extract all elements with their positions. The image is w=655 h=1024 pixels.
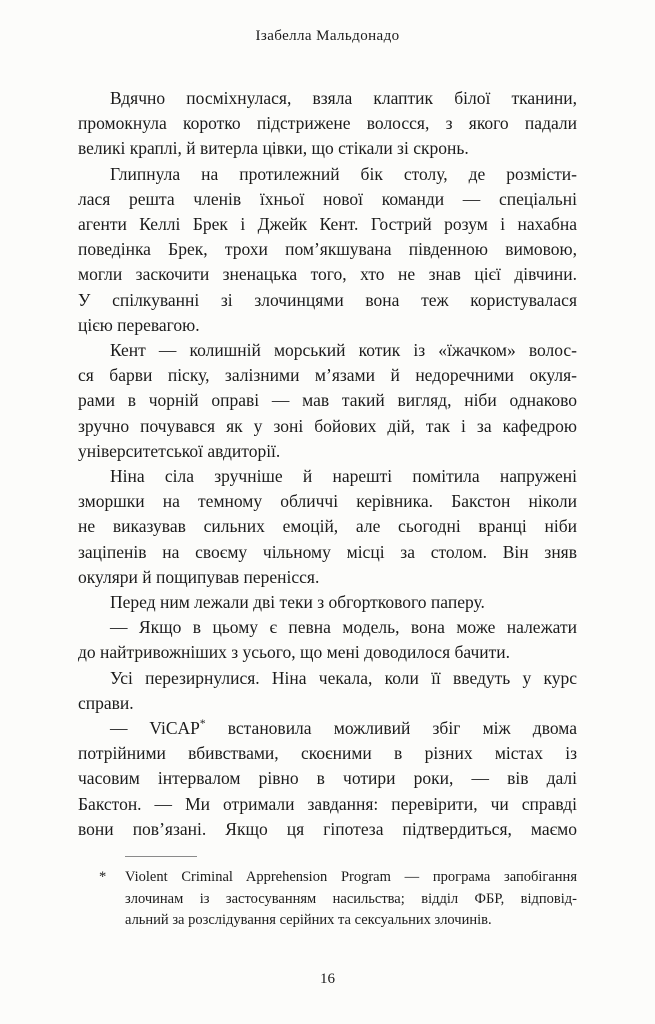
text-line: могли заскочити зненацька того, хто не знав цієї дівчини. xyxy=(78,264,577,285)
paragraph xyxy=(78,590,577,615)
body-text xyxy=(78,86,577,842)
text-line: Перед ним лежали дві теки з обгорткового паперу. xyxy=(110,592,485,613)
page-number: 16 xyxy=(320,971,335,987)
text-line: окуляри й пощипував перенісся. xyxy=(78,566,320,587)
text-line: лася решта членів їхньої нової команди — спеціальні xyxy=(78,188,577,209)
footnote-body xyxy=(99,867,577,932)
paragraph xyxy=(78,615,577,665)
text-line: Вдячно посміхнулася, взяла клаптик білої тканини, xyxy=(110,88,577,108)
footnote-separator xyxy=(125,856,197,857)
text-line: великі краплі, й витерла цівки, що стікали зі скронь. xyxy=(78,138,469,159)
text-line: злочинам із застосуванням насильства; відділ ФБР, відповід- xyxy=(125,890,577,907)
text-line: цією перевагою. xyxy=(78,314,200,335)
paragraph xyxy=(78,716,577,842)
running-header: Ізабелла Мальдонадо xyxy=(255,28,400,44)
text-line: Кент — колишній морський котик із «їжачком» волос- xyxy=(110,340,577,361)
text-line: поведінка Брек, трохи пом’якшувана південною вимовою, xyxy=(78,239,577,260)
text-line: справи. xyxy=(78,692,134,713)
text-line: Усі перезирнулися. Ніна чекала, коли її введуть у курс xyxy=(110,667,577,688)
text-line: заціпенів на своєму чільному місці за столом. Він зняв xyxy=(78,541,577,562)
text-line: вони пов’язані. Якщо ця гіпотеза підтвердиться, маємо xyxy=(78,818,577,839)
text-line: ся барви піску, залізними м’язами й недоречними окуля- xyxy=(78,365,577,386)
paragraph xyxy=(78,464,577,590)
text-line: часовим інтервалом рівно в чотири роки, — вів далі xyxy=(78,768,577,789)
text-line: альний за розслідування серійних та сексуальних злочинів. xyxy=(125,912,492,929)
text-line: — ViCAP* встановила можливий збіг між двома xyxy=(110,718,577,739)
text-line: Violent Criminal Apprehension Program — програма запобігання xyxy=(125,869,577,885)
text-line: промокнула коротко підстрижене волосся, з якого падали xyxy=(78,113,577,134)
footnote xyxy=(99,856,577,932)
footnote-reference: * xyxy=(199,718,206,731)
text-line: університетської авдиторії. xyxy=(78,440,281,461)
paragraph xyxy=(78,338,577,464)
text-line: Бакстон. — Ми отримали завдання: перевірити, чи справді xyxy=(78,793,577,814)
paragraph xyxy=(78,666,577,716)
text-line: Глипнула на протилежний бік столу, де розмісти- xyxy=(110,163,577,184)
text-line: У спілкуванні зі злочинцями вона теж користувалася xyxy=(78,289,577,310)
text-line: зморшки на темному обличчі керівника. Бакстон ніколи xyxy=(78,491,577,512)
text-line: потрійними вбивствами, скоєними в різних містах із xyxy=(78,743,577,764)
text-line: — Якщо в цьому є певна модель, вона може належати xyxy=(110,617,577,638)
paragraph xyxy=(78,162,577,338)
text-line: не виказував сильних емоцій, але сьогодні вранці ніби xyxy=(78,516,577,537)
text-line: агенти Келлі Брек і Джейк Кент. Гострий розум і нахабна xyxy=(78,214,577,235)
text-line: рами в чорній оправі — мав такий вигляд, ніби однаково xyxy=(78,390,577,411)
footnote-text xyxy=(125,867,577,932)
text-line: зручно почувався як у зоні бойових дій, так і за кафедрою xyxy=(78,415,577,436)
text-line: Ніна сіла зручніше й нарешті помітила напружені xyxy=(110,466,577,487)
text-line: до найтривожніших з усього, що мені доводилося бачити. xyxy=(78,642,511,663)
paragraph xyxy=(78,86,577,162)
footnote-marker: * xyxy=(99,869,107,885)
